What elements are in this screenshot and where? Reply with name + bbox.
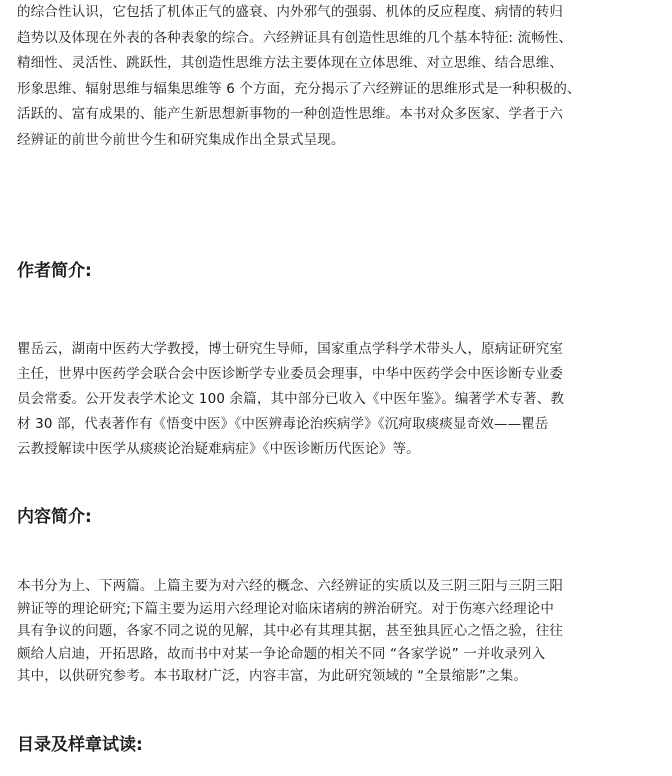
toc-heading: 目录及样章试读: xyxy=(17,735,143,755)
summary-paragraph xyxy=(17,0,657,153)
summary-line: 形象思维、辐射思维与辐集思维等 6 个方面，充分揭示了六经辨证的思维形式是一种积极的、 xyxy=(17,80,581,97)
author-paragraph xyxy=(17,337,657,462)
author-line: 员会常委。公开发表学术论文 100 余篇，其中部分已收入《中医年鉴》。编著学术专著、教 xyxy=(17,391,565,407)
content-line: 本书分为上、下两篇。上篇主要为对六经的概念、六经辨证的实质以及三阴三阳与三阴三阳 xyxy=(17,578,563,594)
content-line: 具有争议的问题，各家不同之说的见解，其中必有其理其据，甚至独具匠心之悟之验，往往 xyxy=(17,623,563,639)
summary-line: 的综合性认识，它包括了机体正气的盛衰、内外邪气的强弱、机体的反应程度、病情的转归 xyxy=(17,4,563,20)
content-paragraph xyxy=(17,575,657,688)
content-line: 其中，以供研究参考。本书取材广泛，内容丰富，为此研究领域的 “全景缩影”之集。 xyxy=(17,668,528,684)
summary-line: 精细性、灵活性、跳跃性，其创造性思维方法主要体现在立体思维、对立思维、结合思维、 xyxy=(17,55,563,71)
summary-line: 趋势以及体现在外表的各种表象的综合。六经辨证具有创造性思维的几个基本特征: 流畅性、 xyxy=(17,29,573,46)
author-line: 云教授解读中医学从痰痰论治疑难病症》《中医诊断历代医论》等。 xyxy=(17,441,420,457)
author-line: 瞿岳云，湖南中医药大学教授，博士研究生导师，国家重点学科学术带头人，原病证研究室 xyxy=(17,341,563,357)
author-line: 主任，世界中医药学会联合会中医诊断学专业委员会理事，中华中医药学会中医诊断专业委 xyxy=(17,366,563,382)
summary-line: 活跃的、富有成果的、能产生新思想新事物的一种创造性思维。本书对众多医家、学者于六 xyxy=(17,106,563,122)
summary-line: 经辨证的前世今前世今生和研究集成作出全景式呈现。 xyxy=(17,131,345,148)
author-line: 材 30 部，代表著作有《悟变中医》《中医辨毒论治疾病学》《沉疴取痰痰显奇效——瞿岳 xyxy=(17,416,549,432)
content-line: 颇给人启迪，开拓思路，故而书中对某一争论命题的相关不同 “各家学说” 一并收录列入 xyxy=(17,645,546,662)
content-line: 辨证等的理论研究;下篇主要为运用六经理论对临床诸病的辨治研究。对于伤寒六经理论中 xyxy=(17,600,555,617)
content-heading: 内容简介: xyxy=(17,507,92,527)
author-heading: 作者简介: xyxy=(17,261,92,281)
